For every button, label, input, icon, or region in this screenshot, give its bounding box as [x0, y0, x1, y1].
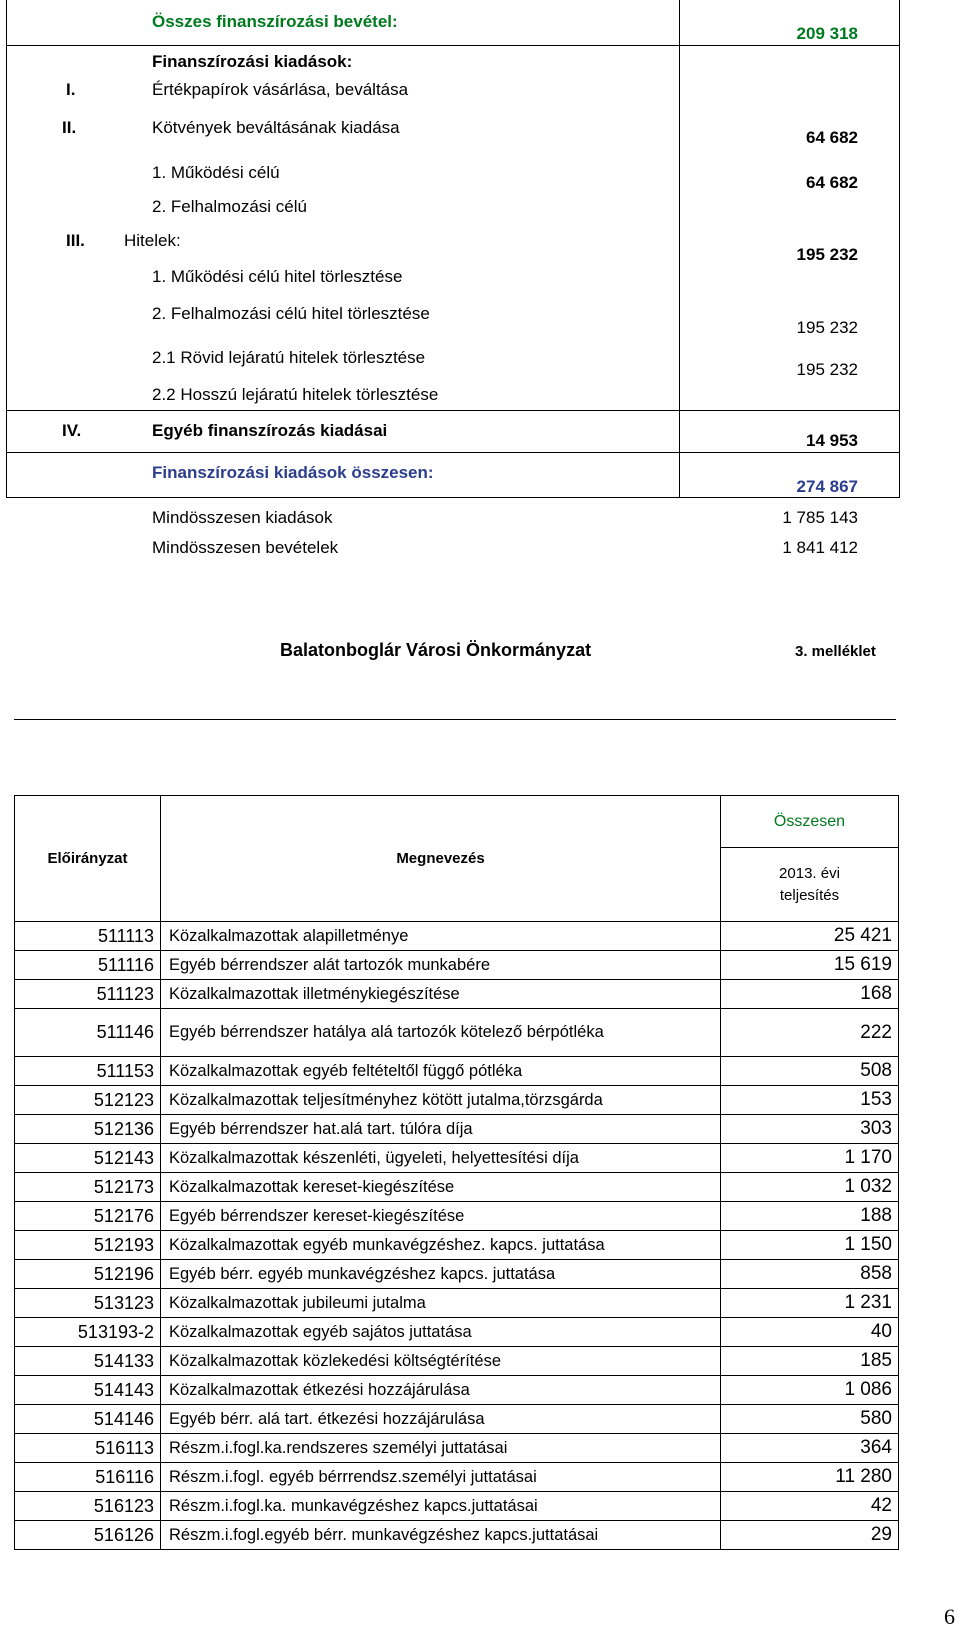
fin-left-border [6, 0, 7, 497]
table-row [15, 951, 899, 980]
row-code: 512176 [15, 1202, 161, 1231]
fin-roman: III. [66, 231, 85, 250]
fin-row-rule [6, 45, 900, 46]
row-amount: 508 [721, 1057, 899, 1086]
fin-label: 2. Felhalmozási célú hitel törlesztése [152, 304, 430, 323]
table-row [15, 1057, 899, 1086]
financing-table [6, 0, 900, 557]
table-row [15, 1521, 899, 1550]
table-row [15, 1318, 899, 1347]
expense-table [14, 795, 899, 1550]
document-title: Balatonboglár Városi Önkormányzat [280, 640, 592, 660]
row-amount: 11 280 [721, 1463, 899, 1492]
row-amount: 29 [721, 1521, 899, 1550]
fin-value: 209 318 [796, 24, 858, 43]
row-name: Egyéb bérrendszer alát tartozók munkabére [161, 951, 721, 980]
row-code: 516123 [15, 1492, 161, 1521]
row-name: Részm.i.fogl. egyéb bérrrendsz.személyi juttatásai [161, 1463, 721, 1492]
header-code: Előirányzat [15, 796, 161, 922]
table-row [15, 1405, 899, 1434]
fin-label: Hitelek: [124, 231, 181, 250]
row-code: 512123 [15, 1086, 161, 1115]
fin-label: 1. Működési célú [152, 163, 280, 182]
table-row [15, 980, 899, 1009]
row-code: 511123 [15, 980, 161, 1009]
row-name: Közalkalmazottak egyéb munkavégzéshez. kapcs. juttatása [161, 1231, 721, 1260]
table-row [15, 1231, 899, 1260]
row-name: Részm.i.fogl.ka.rendszeres személyi juttatásai [161, 1434, 721, 1463]
fin-value: 195 232 [796, 318, 858, 337]
annex-label: 3. melléklet [795, 643, 876, 660]
row-name: Részm.i.fogl.egyéb bérr. munkavégzéshez kapcs.juttatásai [161, 1521, 721, 1550]
row-name: Közalkalmazottak egyéb sajátos juttatása [161, 1318, 721, 1347]
fin-value: 195 232 [796, 360, 858, 379]
row-code: 513193-2 [15, 1318, 161, 1347]
table-row [15, 1434, 899, 1463]
fin-row-rule [6, 452, 900, 453]
fin-value: 64 682 [806, 173, 858, 192]
header-year-line1: 2013. évi [779, 864, 840, 882]
page-number: 6 [944, 1604, 955, 1629]
table-row [15, 1492, 899, 1521]
fin-label: Mindösszesen bevételek [152, 538, 339, 557]
row-code: 512136 [15, 1115, 161, 1144]
row-code: 513123 [15, 1289, 161, 1318]
fin-label: Finanszírozási kiadások: [152, 52, 353, 71]
row-amount: 364 [721, 1434, 899, 1463]
row-amount: 168 [721, 980, 899, 1009]
header-total: Összesen [721, 796, 899, 848]
row-name: Közalkalmazottak jubileumi jutalma [161, 1289, 721, 1318]
header-divider [14, 719, 896, 720]
table-row [15, 1463, 899, 1492]
fin-label: 2.1 Rövid lejáratú hitelek törlesztése [152, 348, 426, 367]
row-code: 514143 [15, 1376, 161, 1405]
row-amount: 858 [721, 1260, 899, 1289]
fin-row-rule [6, 497, 900, 498]
row-amount: 1 032 [721, 1173, 899, 1202]
row-amount: 1 150 [721, 1231, 899, 1260]
row-name: Egyéb bérr. egyéb munkavégzéshez kapcs. juttatása [161, 1260, 721, 1289]
row-name: Egyéb bérrendszer hatálya alá tartozók kötelező bérpótléka [161, 1009, 721, 1057]
row-name: Közalkalmazottak közlekedési költségtérítése [161, 1347, 721, 1376]
header-year [721, 848, 899, 922]
header-name: Megnevezés [161, 796, 721, 922]
table-row [15, 1144, 899, 1173]
row-amount: 15 619 [721, 951, 899, 980]
fin-label: Összes finanszírozási bevétel: [152, 12, 398, 31]
fin-column-divider [679, 0, 680, 497]
fin-roman: II. [62, 118, 77, 137]
fin-label: Finanszírozási kiadások összesen: [152, 463, 434, 482]
row-amount: 222 [721, 1009, 899, 1057]
row-amount: 42 [721, 1492, 899, 1521]
row-name: Közalkalmazottak teljesítményhez kötött jutalma,törzsgárda [161, 1086, 721, 1115]
table-row [15, 1115, 899, 1144]
row-code: 516116 [15, 1463, 161, 1492]
row-code: 514146 [15, 1405, 161, 1434]
row-name: Közalkalmazottak alapilletménye [161, 922, 721, 951]
row-code: 516113 [15, 1434, 161, 1463]
row-amount: 40 [721, 1318, 899, 1347]
row-code: 516126 [15, 1521, 161, 1550]
row-name: Egyéb bérr. alá tart. étkezési hozzájárulása [161, 1405, 721, 1434]
row-name: Egyéb bérrendszer hat.alá tart. túlóra díja [161, 1115, 721, 1144]
row-code: 512173 [15, 1173, 161, 1202]
table-row [15, 1202, 899, 1231]
table-row [15, 1347, 899, 1376]
table-row [15, 1009, 899, 1057]
row-name: Közalkalmazottak egyéb feltételtől függő pótléka [161, 1057, 721, 1086]
row-name: Egyéb bérrendszer kereset-kiegészítése [161, 1202, 721, 1231]
row-amount: 25 421 [721, 922, 899, 951]
fin-label: 1. Működési célú hitel törlesztése [152, 267, 403, 286]
fin-value: 1 785 143 [782, 508, 858, 527]
row-code: 512196 [15, 1260, 161, 1289]
fin-label: 2.2 Hosszú lejáratú hitelek törlesztése [152, 385, 439, 404]
fin-right-border [899, 0, 900, 497]
fin-value: 64 682 [806, 128, 858, 147]
row-code: 512143 [15, 1144, 161, 1173]
row-amount: 188 [721, 1202, 899, 1231]
row-amount: 1 086 [721, 1376, 899, 1405]
fin-value: 274 867 [796, 477, 858, 496]
header-year-line2: teljesítés [779, 886, 840, 904]
table-row [15, 922, 899, 951]
row-name: Közalkalmazottak illetménykiegészítése [161, 980, 721, 1009]
fin-label: Egyéb finanszírozás kiadásai [152, 421, 388, 440]
row-code: 512193 [15, 1231, 161, 1260]
row-code: 514133 [15, 1347, 161, 1376]
row-name: Közalkalmazottak étkezési hozzájárulása [161, 1376, 721, 1405]
row-name: Részm.i.fogl.ka. munkavégzéshez kapcs.juttatásai [161, 1492, 721, 1521]
row-code: 511113 [15, 922, 161, 951]
row-amount: 1 170 [721, 1144, 899, 1173]
row-code: 511116 [15, 951, 161, 980]
fin-label: Mindösszesen kiadások [152, 508, 333, 527]
fin-label: Értékpapírok vásárlása, beváltása [152, 80, 409, 99]
row-amount: 185 [721, 1347, 899, 1376]
fin-roman: I. [66, 80, 76, 99]
row-amount: 1 231 [721, 1289, 899, 1318]
fin-value: 14 953 [806, 431, 858, 450]
table-row [15, 1260, 899, 1289]
fin-value: 1 841 412 [782, 538, 858, 557]
fin-row-rule [6, 410, 900, 411]
row-code: 511146 [15, 1009, 161, 1057]
fin-label: 2. Felhalmozási célú [152, 197, 307, 216]
table-row [15, 1086, 899, 1115]
fin-value: 195 232 [796, 245, 858, 264]
row-code: 511153 [15, 1057, 161, 1086]
row-name: Közalkalmazottak készenléti, ügyeleti, helyettesítési díja [161, 1144, 721, 1173]
row-amount: 153 [721, 1086, 899, 1115]
row-amount: 303 [721, 1115, 899, 1144]
table-row [15, 1376, 899, 1405]
row-amount: 580 [721, 1405, 899, 1434]
fin-label: Kötvények beváltásának kiadása [152, 118, 400, 137]
row-name: Közalkalmazottak kereset-kiegészítése [161, 1173, 721, 1202]
table-row [15, 1173, 899, 1202]
table-row [15, 1289, 899, 1318]
fin-roman: IV. [62, 421, 82, 440]
